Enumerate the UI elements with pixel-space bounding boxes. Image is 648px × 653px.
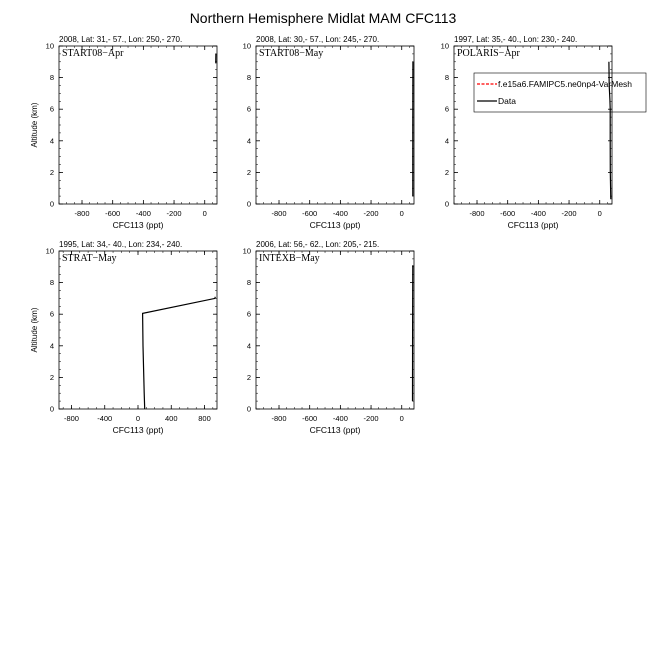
x-tick-label: 0 [400, 209, 404, 218]
x-tick-label: 0 [203, 209, 207, 218]
y-tick-label: 8 [247, 278, 251, 287]
chart-panel-1 [30, 35, 217, 230]
x-tick-label: -800 [75, 209, 90, 218]
x-tick-label: 400 [165, 414, 178, 423]
x-axis-label: CFC113 (ppt) [310, 220, 361, 230]
plot-frame [59, 46, 217, 204]
y-tick-label: 0 [445, 200, 449, 209]
y-tick-label: 8 [50, 278, 54, 287]
x-tick-label: 0 [598, 209, 602, 218]
x-tick-label: -200 [562, 209, 577, 218]
y-tick-label: 10 [46, 42, 54, 51]
panel-subtitle: 2006, Lat: 56,- 62., Lon: 205,- 215. [256, 240, 379, 249]
y-tick-label: 0 [247, 200, 251, 209]
plot-frame [59, 251, 217, 409]
y-axis-label: Altitude (km) [30, 307, 39, 352]
y-tick-label: 2 [247, 373, 251, 382]
data-series-line [143, 297, 216, 409]
x-tick-label: -400 [333, 209, 348, 218]
y-tick-label: 10 [46, 247, 54, 256]
chart-panel-3 [441, 35, 646, 230]
y-tick-label: 6 [445, 105, 449, 114]
chart-panel-4 [30, 240, 217, 435]
panel-label: START08−May [259, 48, 323, 59]
y-tick-label: 8 [247, 73, 251, 82]
panel-subtitle: 1997, Lat: 35,- 40., Lon: 230,- 240. [454, 35, 577, 44]
plot-frame [256, 46, 414, 204]
legend-entry-label: Data [498, 96, 516, 106]
chart-panel-5 [243, 240, 414, 435]
x-axis-label: CFC113 (ppt) [508, 220, 559, 230]
y-tick-label: 4 [50, 136, 54, 145]
y-tick-label: 2 [445, 168, 449, 177]
y-tick-label: 4 [247, 341, 251, 350]
x-tick-label: -800 [272, 414, 287, 423]
panel-label: INTEXB−May [259, 253, 320, 264]
y-tick-label: 8 [445, 73, 449, 82]
y-tick-label: 0 [247, 405, 251, 414]
y-tick-label: 10 [243, 247, 251, 256]
y-tick-label: 0 [50, 200, 54, 209]
x-axis-label: CFC113 (ppt) [310, 425, 361, 435]
legend-entry-label: f.e15a6.FAMIPC5.ne0np4-VarMesh [498, 79, 632, 89]
y-tick-label: 6 [50, 105, 54, 114]
panel-subtitle: 2008, Lat: 31,- 57., Lon: 250,- 270. [59, 35, 182, 44]
x-tick-label: -200 [167, 209, 182, 218]
x-tick-label: -400 [97, 414, 112, 423]
y-tick-label: 4 [50, 341, 54, 350]
x-tick-label: -200 [364, 414, 379, 423]
x-tick-label: -800 [272, 209, 287, 218]
x-tick-label: -600 [302, 209, 317, 218]
y-tick-label: 10 [243, 42, 251, 51]
y-tick-label: 2 [50, 168, 54, 177]
chart-panel-2 [243, 35, 414, 230]
figure-title: Northern Hemisphere Midlat MAM CFC113 [190, 10, 457, 26]
x-axis-label: CFC113 (ppt) [113, 425, 164, 435]
x-tick-label: -600 [302, 414, 317, 423]
y-tick-label: 6 [247, 310, 251, 319]
x-tick-label: -800 [64, 414, 79, 423]
y-tick-label: 10 [441, 42, 449, 51]
plot-frame [256, 251, 414, 409]
legend [474, 73, 646, 112]
y-tick-label: 4 [445, 136, 449, 145]
x-tick-label: 800 [198, 414, 211, 423]
plot-frame [454, 46, 612, 204]
x-tick-label: -400 [333, 414, 348, 423]
x-tick-label: -600 [500, 209, 515, 218]
panel-label: POLARIS−Apr [457, 48, 521, 59]
x-tick-label: 0 [136, 414, 140, 423]
y-tick-label: 2 [50, 373, 54, 382]
x-tick-label: -400 [136, 209, 151, 218]
panel-subtitle: 1995, Lat: 34,- 40., Lon: 234,- 240. [59, 240, 182, 249]
panel-subtitle: 2008, Lat: 30,- 57., Lon: 245,- 270. [256, 35, 379, 44]
y-tick-label: 0 [50, 405, 54, 414]
y-tick-label: 6 [247, 105, 251, 114]
y-axis-label: Altitude (km) [30, 102, 39, 147]
x-tick-label: -400 [531, 209, 546, 218]
x-axis-label: CFC113 (ppt) [113, 220, 164, 230]
y-tick-label: 8 [50, 73, 54, 82]
x-tick-label: -600 [105, 209, 120, 218]
y-tick-label: 4 [247, 136, 251, 145]
x-tick-label: -200 [364, 209, 379, 218]
y-tick-label: 6 [50, 310, 54, 319]
panel-label: STRAT−May [62, 253, 117, 264]
panel-label: START08−Apr [62, 48, 124, 59]
y-tick-label: 2 [247, 168, 251, 177]
x-tick-label: 0 [400, 414, 404, 423]
x-tick-label: -800 [470, 209, 485, 218]
